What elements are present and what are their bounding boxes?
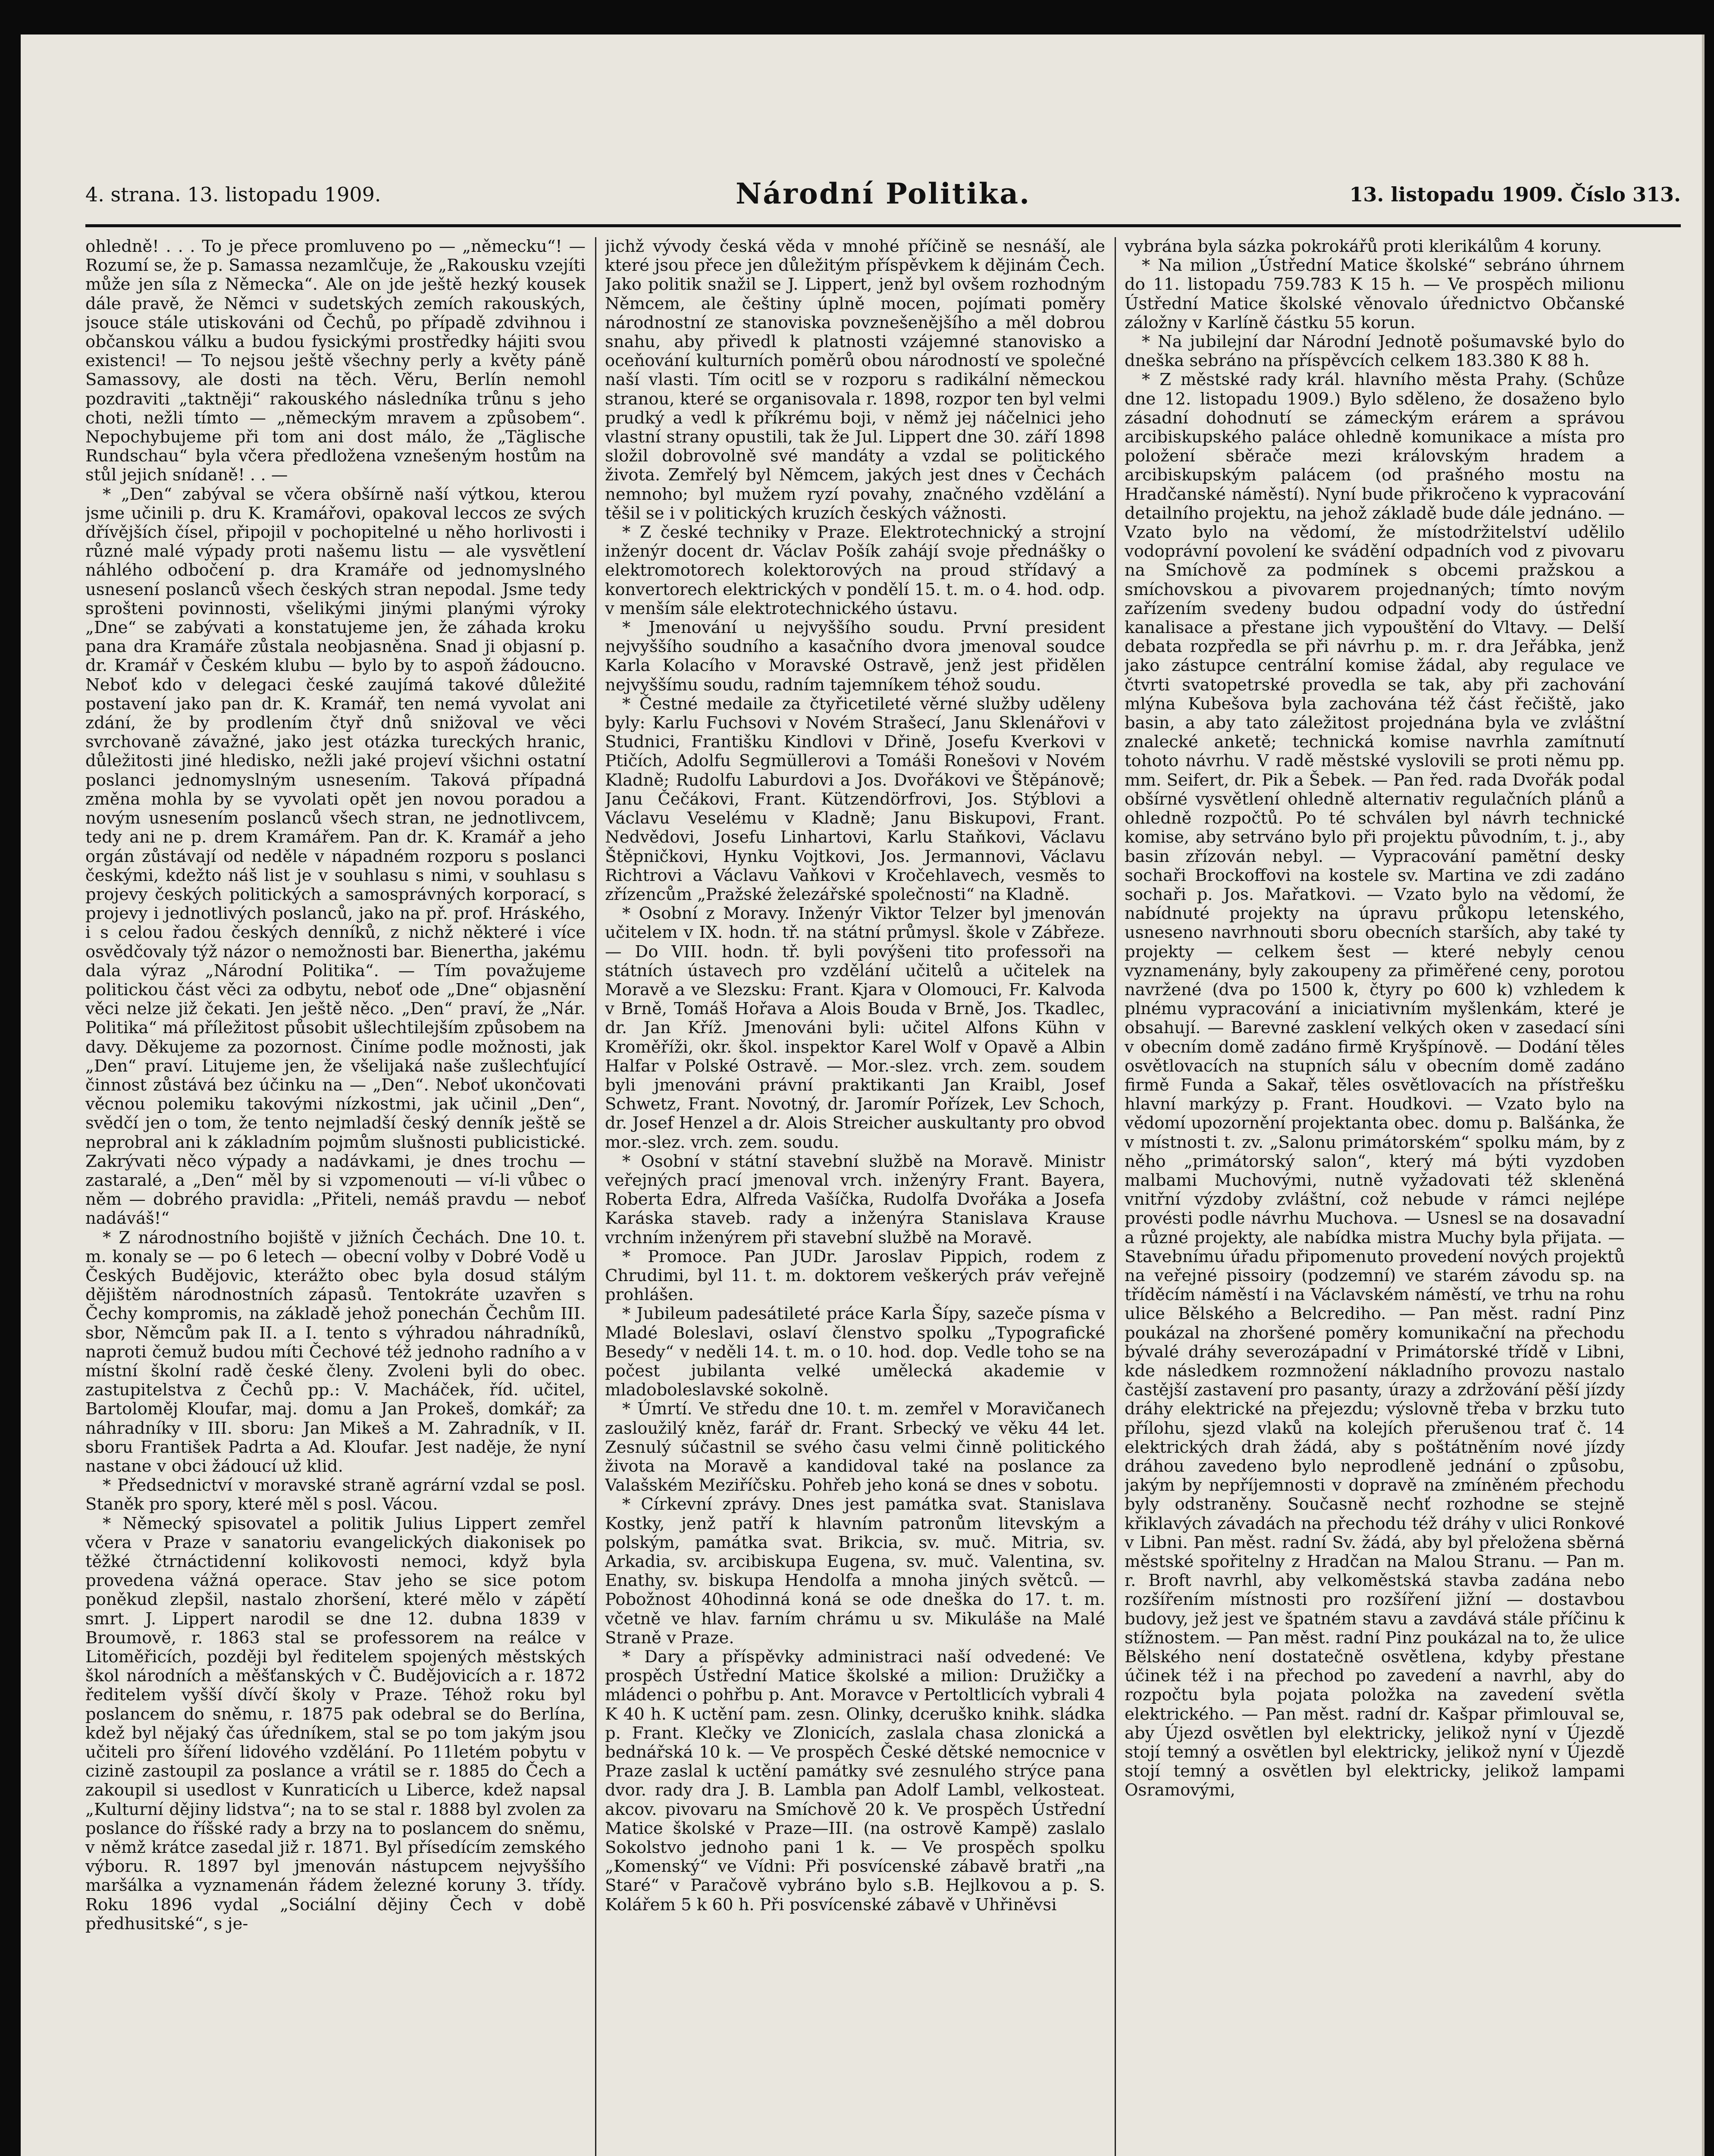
article-paragraph: * Osobní v státní stavební službě na Moravě. Ministr veřejných prací jmenoval vrch. inženýry Frant. Bayera, Roberta Edra, Alfreda Vašíčka, Rudolfa Dvořáka a Josefa Karáska staveb. rady a inženýra Stanislava Krause vrchním inženýrem při stavební službě na Moravě.: [605, 1151, 1105, 1247]
article-paragraph: * Předsednictví v moravské straně agrární vzdal se posl. Staněk pro spory, které měl s posl. Vácou.: [85, 1476, 586, 1514]
article-paragraph: * Jubileum padesátileté práce Karla Šípy, sazeče písma v Mladé Boleslavi, oslaví členstvo spolku „Typografické Besedy“ v neděli 14. t. m. o 10. hod. dop. Vedle toho se na počest jubilanta velké umělecká akademie v mladoboleslavské sokolně.: [605, 1304, 1105, 1400]
header-right: 13. listopadu 1909. Číslo 313.: [1349, 183, 1681, 206]
article-paragraph: * Na jubilejní dar Národní Jednotě pošumavské bylo do dneška sebráno na příspěvcích celkem 183.380 K 88 h.: [1125, 332, 1625, 371]
article-paragraph: * Německý spisovatel a politik Julius Lippert zemřel včera v Praze v sanatoriu evangelických diakonisek po těžké čtrnáctidenní kolikovosti nemoci, když byla provedena vážná operace. Stav jeho se sice potom poněkud zlepšil, nastalo zhoršení, které mělo v zápětí smrt. J. Lippert narodil se dne 12. dubna 1839 v Broumově, r. 1863 stal se professorem na reálce v Litoměřicích, později byl ředitelem spojených městských škol národních a měšťanských v Č. Budějovicích a r. 1872 ředitelem vyšší dívčí školy v Praze. Téhož roku byl poslancem do sněmu, r. 1875 pak odebral se do Berlína, kdež byl nějaký čas úředníkem, stal se po tom jakým jsou učiteli pro šíření lidového vzdělání. Po 11letém pobytu v cizině zastoupil za poslance a vrátil se r. 1885 do Čech a zakoupil si usedlost v Kunraticích u Liberce, kdež napsal „Kulturní dějiny lidstva“; na to se stal r. 1888 byl zvolen za poslance do říšské rady a brzy na to poslancem do sněmu, v němž krátce zasedal již r. 1871. Byl přísedícím zemského výboru. R. 1897 byl jmenován nástupcem nejvyššího maršálka a vyznamenán řádem železné koruny 3. třídy. Roku 1896 vydal „Sociální dějiny Čech v době předhusitské“, s je-: [85, 1514, 586, 1934]
article-paragraph: * Čestné medaile za čtyřicetileté věrné služby uděleny byly: Karlu Fuchsovi v Novém Strašecí, Janu Sklenářovi v Studnici, Františku Kindlovi v Dřině, Josefu Kverkovi v Ptičích, Adolfu Segmüllerovi a Tomáši Ronešovi v Novém Kladně; Rudolfu Laburdovi a Jos. Dvořákovi ve Štěpánově; Janu Čečákovi, Frant. Kützendörfrovi, Jos. Stýblovi a Václavu Veselému v Kladně; Janu Biskupovi, Frant. Nedvědovi, Josefu Linhartovi, Karlu Staňkovi, Václavu Štěpničkovi, Hynku Vojtkovi, Jos. Jermannovi, Václavu Richtrovi a Václavu Vaňkovi v Kročehlavech, vesměs to zřízencům „Pražské železářské společnosti“ na Kladně.: [605, 694, 1105, 904]
article-paragraph: * Osobní z Moravy. Inženýr Viktor Telzer byl jmenován učitelem v IX. hodn. tř. na státní průmysl. škole v Zábřeze. — Do VIII. hodn. tř. byli povýšeni tito professoři na státních ústavech pro vzdělání učitelů a učitelek na Moravě a ve Slezsku: Frant. Kjara v Olomouci, Fr. Kalvoda v Brně, Tomáš Hořava a Alois Bouda v Brně, Jos. Tkadlec, dr. Jan Kříž. Jmenováni byli: učitel Alfons Kühn v Kroměříži, okr. škol. inspektor Karel Wolf v Opavě a Albin Halfar v Polské Ostravě. — Mor.-slez. vrch. zem. soudem byli jmenováni právní praktikanti Jan Kraibl, Josef Schwetz, Frant. Novotný, dr. Jaromír Pořízek, Lev Schoch, dr. Josef Henzel a dr. Alois Streicher auskultanty pro obvod mor.-slez. vrch. zem. soudu.: [605, 904, 1105, 1152]
article-paragraph: * Jmenování u nejvyššího soudu. První president nejvyššího soudního a kasačního dvora jmenoval soudce Karla Kolacího v Moravské Ostravě, jenž jest přidělen nejvyššímu soudu, radním tajemníkem téhož soudu.: [605, 618, 1105, 695]
column-3: [1125, 237, 1625, 2156]
column-2: [605, 237, 1105, 2156]
article-paragraph: vybrána byla sázka pokrokářů proti klerikálům 4 koruny.: [1125, 237, 1602, 256]
article-paragraph: ohledně! . . . To je přece promluveno po — „německu“! — Rozumí se, že p. Samassa nezamlčuje, že „Rakousku vzejíti může jen síla z Německa“. Ale on jde ještě hezký kousek dále pravě, že Němci v sudetských zemích rakouských, jsouce stále utiskováni od Čechů, po případě zdvihnou i občanskou válku a budou fysickými prostředky hájiti svou existenci! — To nejsou ještě všechny perly a květy páně Samassovy, ale dosti na těch. Věru, Berlín nemohl pozdraviti „taktněji“ rakouského následníka trůnu s jeho choti, nežli tímto — „německým mravem a způsobem“. Nepochybujeme při tom ani dost málo, že „Täglische Rundschau“ byla včera předložena vznešeným hostům na stůl jejich snídaně! . . —: [85, 237, 586, 485]
page-header: [85, 177, 1681, 216]
article-paragraph: * Z městské rady král. hlavního města Prahy. (Schůze dne 12. listopadu 1909.) Bylo sděleno, že dosaženo bylo zásadní dohodnutí se zámeckým erárem a správou arcibiskupského paláce ohledně komunikace a místa pro položení sběrače mezi královským hradem a arcibiskupským palácem (od prašného mostu na Hradčanské náměstí). Nyní bude přikročeno k vypracování detailního projektu, na jehož základě bude dále jednáno. — Vzato bylo na vědomí, že místodržitelství udělilo vodoprávní povolení ke svádění odpadních vod z pivovaru na Smíchově za podmínek s obcemi pražskou a smíchovskou a pivovarem projednaných; tímto novým zařízením svedeny budou odpadní vody do ústřední kanalisace a přestane jich vypouštění do Vltavy. — Delší debata rozpředla se při návrhu p. m. r. dra Jeřábka, jenž jako zástupce centrální komise žádal, aby regulace ve čtvrti svatopetrské provedla se tak, aby při zachování mlýna Kubešova byla zachována též část řečiště, jako basin, a aby tato záležitost projednána byla ve zvláštní znalecké anketě; technická komise navrhla zamítnutí tohoto návrhu. V radě městské vyslovili se proti němu pp. mm. Seifert, dr. Pik a Šebek. — Pan řed. rada Dvořák podal obšírné vysvětlení ohledně alternativ regulačních plánů a ohledně rozpočtů. Po té schválen byl návrh technické komise, aby setrváno bylo při projektu původním, t. j., aby basin zřízován nebyl. — Vypracování pamětní desky sochaři Brockoffovi na kostele sv. Martina ve zdi zadáno sochaři p. Jos. Mařatkovi. — Vzato bylo na vědomí, že nabídnuté projekty na úpravu průkopu letenského, usneseno navrhnouti sboru obecních starších, aby také ty projekty — celkem šest — které nebyly cenou vyznamenány, byly zakoupeny za přiměřené ceny, porotou navržené (dva po 1500 k, čtyry po 600 k) vzhledem k plnému vypracování a iniciativním myšlenkám, které je obsahují. — Barevné zasklení velkých oken v zasedací síni v obecním domě zadáno firmě Kryšpínově. — Dodání těles osvětlovacích na stupních sálu v obecním domě zadáno firmě Funda a Sakař, těles osvětlovacích na přístřešku hlavní markýzy p. Frant. Houdkovi. — Vzato bylo na vědomí upozornění projektanta obec. domu p. Balšánka, že v místnosti t. zv. „Salonu primátorském“ spolku mám, by z něho „primátorský salon“, který má býti vyzdoben malbami Muchovými, nutně vyžadovati též skleněná vnitřní výzdoby zvláštní, což nebude v rámci nejlépe provésti podle návrhu Muchova. — Usnesl se na dosavadní a různé projekty, ale nabídka mistra Muchy byla přijata. — Stavebnímu úřadu připomenuto provedení nových projektů na veřejné pissoiry (podzemní) ve starém závodu sp. na tříděcím náměstí i na Václavském náměstí, ve trhu na rohu ulice Bělského a Belcrediho. — Pan měst. radní Pinz poukázal na zhoršené poměry komunikační na přechodu bývalé dráhy severozápadní v Primátorské třídě v Libni, kde následkem rozmnožení nákladního provozu nastalo častější zastavení pro pasanty, úrazy a zdržování pěší jízdy dráhy elektrické na přejezdu; výslovně třeba v brzku tuto přílohu, sjezd vlaků na kolejích přerušenou trať č. 14 elektrických drah žádá, aby s poštátněním nové jízdy dráhou zavedeno bylo neprodleně jednání o způsobu, jakým by nepříjemnosti v dopravě na zmíněném přechodu byly odstraněny. Současně nechť rozhodne se stejně křiklavých závadách na přechodu též dráhy v ulici Ronkové v Libni. Pan měst. radní Sv. žádá, aby byl přeložena sběrná městské spořitelny z Hradčan na Malou Stranu. — Pan m. r. Broft navrhl, aby velkoměstská stavba zadána nebo rozšířením místnosti pro rozšíření jižní — dostavbou budovy, jež jest ve špatném stavu a zavdává stále příčinu k stížnostem. — Pan měst. radní Pinz poukázal na to, že ulice Bělského není dostatečně osvětlena, kdyby přestane účinek též i na přechod po zavedení a navrhl, aby do rozpočtu byla pojata položka na zavedení světla elektrického. — Pan měst. radní dr. Kašpar přimlouval se, aby Újezd osvětlen byl elektricky, jelikož nyní v Újezdě stojí temný a osvětlen byl elektricky, jelikož nyní v Újezdě stojí temný a osvětlen byl elektricky, jelikož lampami Osramovými,: [1125, 370, 1625, 1800]
article-paragraph: * Dary a příspěvky administraci naší odvedené: Ve prospěch Ústřední Matice školské a milion: Družičky a mládenci o pohřbu p. Ant. Moravce v Pertoltlicích vybrali 4 K 40 h. K uctění pam. zesn. Olinky, dceruško knihk. sládka p. Frant. Klečky ve Zlonicích, zaslala chasa zlonická a bednářská 10 k. — Ve prospěch České dětské nemocnice v Praze zaslal k uctění památky své zesnulého strýce pana dvor. rady dra J. B. Lambla pan Adolf Lambl, velkosteat. akcov. pivovaru na Smíchově 20 k. Ve prospěch Ústřední Matice školské v Praze—III. (na ostrově Kampě) zaslalo Sokolstvo jednoho pani 1 k. — Ve prospěch spolku „Komenský“ ve Vídni: Při posvícenské zábavě bratři „na Staré“ v Paračově vybráno bylo s.B. Hejlkovou a p. S. Kolářem 5 k 60 h. Při posvícenské zábavě v Uhřiněvsi: [605, 1647, 1105, 1915]
article-paragraph: * Na milion „Ústřední Matice školské“ sebráno úhrnem do 11. listopadu 759.783 K 15 h. — Ve prospěch milionu Ústřední Matice školské věnovalo úřednictvo Občanské záložny v Karlíně částku 55 korun.: [1125, 256, 1625, 332]
article-paragraph: * Úmrtí. Ve středu dne 10. t. m. zemřel v Moravičanech zasloužilý kněz, farář dr. Frant. Srbecký ve věku 44 let. Zesnulý súčastnil se svého času velmi činně politického života na Moravě a kandidoval také na poslance za Valašském Meziříčsku. Pohřeb jeho koná se dnes v sobotu.: [605, 1399, 1105, 1495]
masthead-title: Národní Politika.: [735, 177, 1031, 210]
article-paragraph: * Církevní zprávy. Dnes jest památka svat. Stanislava Kostky, jenž patří k hlavním patronům litevským a polským, památka svat. Brikcia, sv. muč. Mitria, sv. Arkadia, sv. arcibiskupa Eugena, sv. muč. Valentina, sv. Enathy, sv. biskupa Hendolfa a mnoha jiných světců. — Pobožnost 40hodinná koná se ode dneška do 17. t. m. včetně ve hlav. farním chrámu u sv. Mikuláše na Malé Straně v Praze.: [605, 1495, 1105, 1648]
newspaper-page: [21, 34, 1705, 2156]
column-divider: [595, 237, 596, 2156]
article-paragraph: * „Den“ zabýval se včera obšírně naší výtkou, kterou jsme učinili p. dru K. Kramářovi, opakoval leccos ze svých dřívějších čísel, připojil v pochopitelné u něho horlivosti i různé malé výpady proti našemu listu — ale vysvětlení náhlého odbočení p. dra Kramáře od jednomyslného usnesení poslanců všech českých stran nepodal. Jsme tedy sprošteni povinnosti, všelikými jinými planými výroky „Dne“ se zabývati a konstatujeme jen, že záhada kroku pana dra Kramáře zůstala neobjasněna. Snad ji objasní p. dr. Kramář v Českém klubu — bylo by to aspoň žádoucno. Neboť kdo v delegaci české zaujímá takové důležité postavení jako pan dr. K. Kramář, ten nemá vyvolat ani zdání, že by prodlením čtyř dnů snižoval ve věci svrchovaně závažné, jako jest otázka tureckých hranic, důležitosti jiné hledisko, nežli jaké projeví všichni ostatní poslanci jednomyslným usnesením. Taková případná změna mohla by se vyvolati opět jen novou poradou a novým usnesením poslanců všech stran, ne jednotlivcem, tedy ani ne p. drem Kramářem. Pan dr. K. Kramář a jeho orgán zůstávají od neděle v nápadném rozporu s poslanci českými, kdežto náš list je v souhlasu s nimi, v souhlasu s projevy českých politických a samosprávných korporací, s projevy i jednotlivých poslanců, jako na př. prof. Hráského, i s celou řadou českých denníků, z nichž některé i více osvědčovaly týž názor o nemožnosti bar. Bienertha, jakému dala výraz „Národní Politika“. — Tím považujeme politickou část věci za odbytu, neboť ode „Dne“ objasnění věci nelze již čekati. Jen ještě něco. „Den“ praví, že „Nár. Politika“ má příležitost působit ušlechtilejším způsobem na davy. Děkujeme za pozornost. Činíme podle možnosti, jak „Den“ praví. Litujeme jen, že všelijaká naše zušlechťující činnost zůstává bez účinku na — „Den“. Neboť ukončovati věcnou polemiku takovými nízkostmi, jak učinil „Den“, svědčí jen o tom, že tento nejmladší český denník ještě se neprobral ani k základním pojmům slušnosti publicistické. Zakrývati něco výpady a nadávkami, je dnes trochu — zastaralé, a „Den“ měl by si vzpomenouti — ví-li vůbec o něm — dobrého pravidla: „Přiteli, nemáš pravdu — neboť nadáváš!“: [85, 484, 586, 1228]
header-left: 4. strana. 13. listopadu 1909.: [85, 183, 381, 206]
article-paragraph: * Promoce. Pan JUDr. Jaroslav Pippich, rodem z Chrudimi, byl 11. t. m. doktorem veškerých práv veřejně prohlášen.: [605, 1247, 1105, 1305]
article-paragraph: * Z národnostního bojiště v jižních Čechách. Dne 10. t. m. konaly se — po 6 letech — obecní volby v Dobré Vodě u Českých Budějovic, kterážto obec byla dosud stálým dějištěm národnostních zápasů. Tentokráte uzavřen s Čechy kompromis, na základě jehož ponechán Čechům III. sbor, Němcům pak II. a I. tento s výhradou náhradníků, naproti čemuž budou míti Čechové též jednoho radního a v místní školní radě české členy. Zvoleni byli do obec. zastupitelstva z Čechů pp.: V. Macháček, říd. učitel, Bartoloměj Kloufar, maj. domu a Jan Prokeš, domkář; za náhradníky v III. sboru: Jan Mikeš a M. Zahradník, v II. sboru František Padrta a Ad. Kloufar. Jest naděje, že nyní nastane v obci žádoucí už klid.: [85, 1228, 586, 1476]
article-paragraph: jichž vývody česká věda v mnohé příčině se nesnáší, ale které jsou přece jen důležitým příspěvkem k dějinám Čech. Jako politik snažil se J. Lippert, jenž byl ovšem rozhodným Němcem, ale češtiny úplně mocen, pojímati poměry národnostní ze stanoviska povznešenějšího a měl dobrou snahu, aby přivedl k platnosti vzájemné stanovisko a oceňování kulturních poměrů obou národností ve společné naší vlasti. Tím ocitl se v rozporu s radikální německou stranou, které se organisovala r. 1898, rozpor ten byl velmi prudký a vedl k příkrému boji, v němž jej náčelnici jeho vlastní strany opustili, tak že Jul. Lippert dne 30. září 1898 složil dobrovolně své mandáty a vzdal se politického života. Zemřelý byl Němcem, jakých jest dnes v Čechách nemnoho; byl mužem ryzí povahy, značného vzdělání a těšil se i v politických kruzích českých vážnosti.: [605, 237, 1105, 523]
column-1: [85, 237, 586, 2156]
header-rule: [85, 224, 1681, 227]
page-edge: [1702, 34, 1705, 2156]
article-paragraph: * Z české techniky v Praze. Elektrotechnický a strojní inženýr docent dr. Václav Pošík zahájí svoje přednášky o elektromotorech kolektorových na proud střídavý a konvertorech elektrických v pondělí 15. t. m. o 4. hod. odp. v menším sále elektrotechnického ústavu.: [605, 523, 1105, 618]
column-divider: [1115, 237, 1116, 2156]
